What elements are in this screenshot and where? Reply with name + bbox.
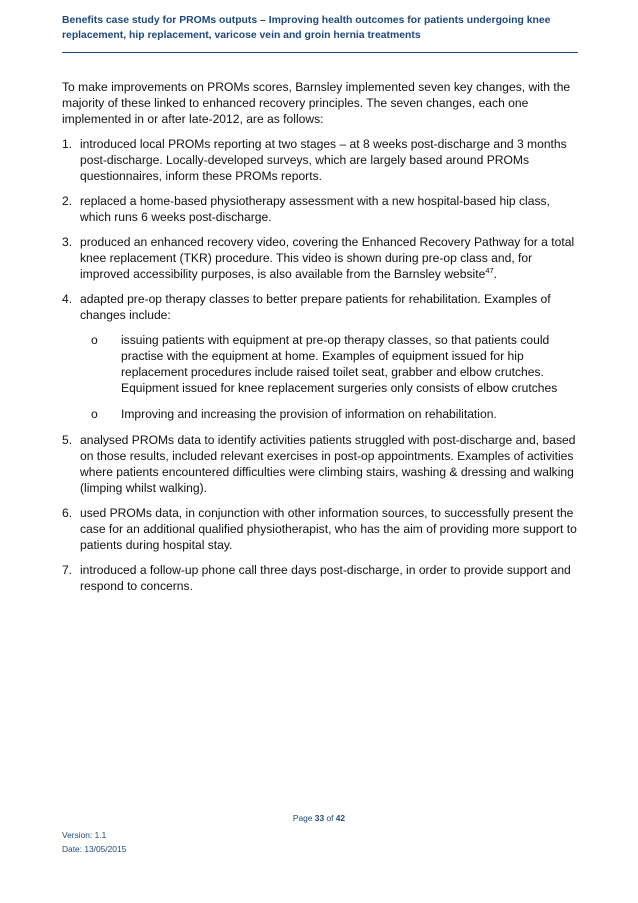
header-divider	[62, 52, 578, 53]
list-item	[62, 193, 578, 225]
main-content	[62, 79, 578, 603]
document-footer	[62, 829, 126, 856]
list-item-text: introduced a follow-up phone call three days post-discharge, in order to provide support and respond to concerns.	[80, 563, 571, 593]
list-item-number: 4.	[62, 292, 73, 306]
list-item	[62, 505, 578, 553]
sub-list-item	[80, 406, 578, 422]
page-current: 33	[314, 813, 325, 823]
sub-list-item-text: issuing patients with equipment at pre-op therapy classes, so that patients could practise with the equipment at home. Examples of equipment issued for hip replacement procedures include raised toilet seat, grabber and elbow crutches. Equipment issued for knee replacement surgeries only consists of elbow crutches	[121, 333, 558, 395]
list-item-number: 7.	[62, 563, 73, 577]
sub-list-item-text: Improving and increasing the provision of information on rehabilitation.	[121, 407, 497, 421]
list-item	[62, 234, 578, 282]
list-item	[62, 291, 578, 422]
list-item	[62, 562, 578, 594]
changes-list	[62, 136, 578, 594]
list-item-text: produced an enhanced recovery video, covering the Enhanced Recovery Pathway for a total knee replacement (TKR) procedure. This video is shown during pre-op class and, for improved accessibility purposes, is also available from the Barnsley website	[80, 235, 575, 281]
page-total: 42	[335, 813, 346, 823]
list-item	[62, 432, 578, 496]
header-title-line-2: replacement, hip replacement, varicose vein and groin hernia treatments	[62, 30, 421, 41]
list-item-suffix: .	[493, 267, 498, 281]
document-header	[62, 13, 582, 43]
list-item-text: used PROMs data, in conjunction with other information sources, to successfully present the case for an additional qualified physiotherapist, who has the aim of providing more support to patients during hospital stay.	[80, 506, 577, 552]
footnote-marker[interactable]: 47	[485, 266, 494, 275]
list-item-text: replaced a home-based physiotherapy assessment with a new hospital-based hip class, which runs 6 weeks post-discharge.	[80, 194, 550, 224]
header-title-line-1: Benefits case study for PROMs outputs – Improving health outcomes for patients undergoing knee	[62, 15, 551, 26]
page-of-label: of	[326, 813, 334, 823]
intro-paragraph: To make improvements on PROMs scores, Barnsley implemented seven key changes, with the majority of these linked to enhanced recovery principles. The seven changes, each one implemented in or after late-2012, are as follows:	[62, 80, 571, 126]
page-number	[0, 813, 638, 823]
list-item-number: 3.	[62, 235, 73, 249]
date-label: Date: 13/05/2015	[62, 843, 127, 854]
list-item-number: 5.	[62, 433, 73, 447]
list-item-text: analysed PROMs data to identify activities patients struggled with post-discharge and, based on those results, included relevant exercises in post-op appointments. Examples of activities where patients encountered difficulties were climbing stairs, washing & dressing and walking (limping whilst walking).	[80, 433, 576, 495]
sub-list	[80, 332, 578, 422]
list-item-text: introduced local PROMs reporting at two stages – at 8 weeks post-discharge and 3 months post-discharge. Locally-developed surveys, which are largely based around PROMs questionnaires, inform these PROMs reports.	[80, 137, 567, 183]
version-label: Version: 1.1	[62, 830, 107, 840]
circle-bullet-icon: o	[91, 407, 98, 421]
sub-list-item	[80, 332, 578, 396]
list-item-number: 2.	[62, 194, 73, 208]
list-item-number: 6.	[62, 506, 73, 520]
list-item	[62, 136, 578, 184]
page-label: Page	[292, 813, 313, 823]
list-item-text: adapted pre-op therapy classes to better prepare patients for rehabilitation. Examples of changes include:	[80, 292, 551, 322]
list-item-number: 1.	[62, 137, 73, 151]
circle-bullet-icon: o	[91, 333, 98, 347]
